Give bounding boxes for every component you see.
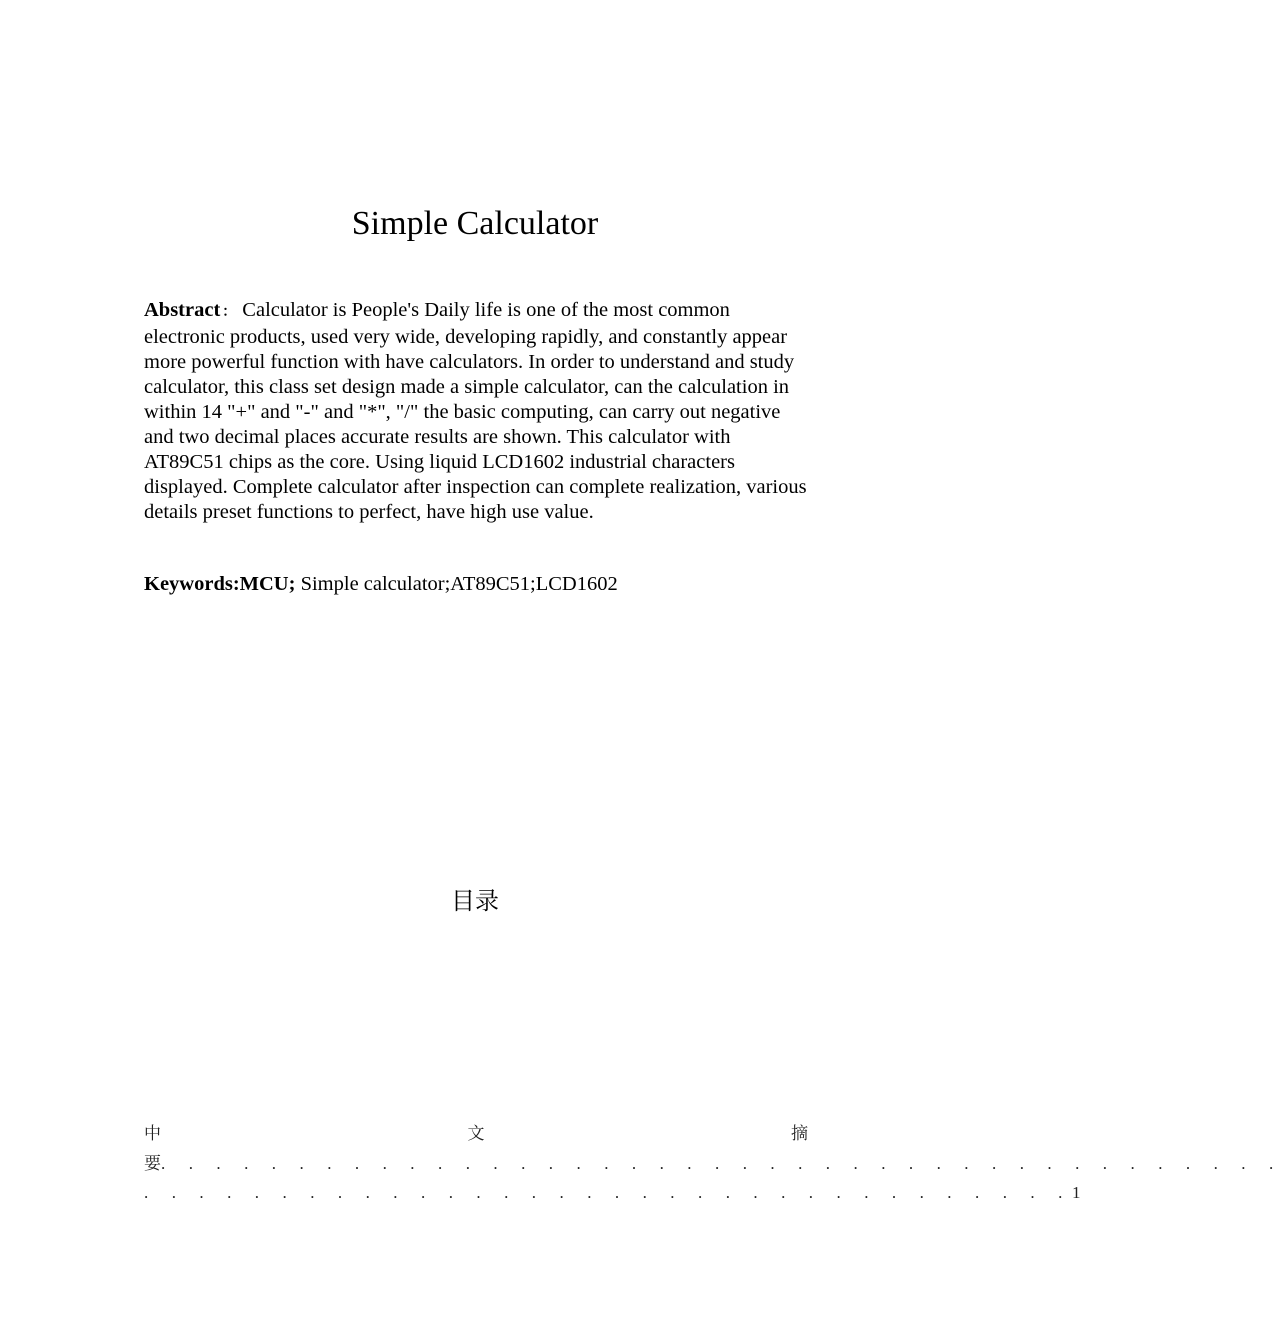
toc-entry-char: 摘 [791,1124,808,1144]
toc-title: 目录 [451,887,499,915]
keywords-text: Simple calculator;AT89C51;LCD1602 [295,573,618,595]
toc-entry-char: 中 [144,1124,161,1144]
toc-entry-line1 [144,1120,808,1149]
toc-leader-dots: . . . . . . . . . . . . . . . . . . . . . . . . . . . . . . . . . . . . . . . . . [161,1154,1283,1173]
toc-entry-line3 [144,1178,1081,1207]
keywords-label: Keywords:MCU; [144,573,296,595]
toc-leader-dots: . . . . . . . . . . . . . . . . . . . . . . . . . . . . . . . . . . [144,1183,1072,1202]
toc-entry-continuation: 要 [144,1154,161,1174]
toc-entry-char: 文 [467,1124,485,1144]
abstract-text: Calculator is People's Daily life is one of the most common electronic products, used very wide, developing rapidly, and constantly appear more powerful function with have calculators. In order to understand and study calculator, this class set design made a simple calculator, can the calculation in within 14 "+" and "-" and "*", "/" the basic computing, can carry out negative and two decimal places accurate results are shown. This calculator with AT89C51 chips as the core. Using liquid LCD1602 industrial characters displayed. Complete calculator after inspection can complete realization, various details preset functions to perfect, have high use value. [144,299,807,523]
toc-entry-line2 [144,1149,1283,1178]
abstract-paragraph [144,298,812,525]
toc-page-number: 1 [1071,1183,1081,1202]
document-title: Simple Calculator [351,205,599,242]
toc-entry[interactable] [144,1120,1283,1207]
abstract-label: Abstract [144,299,221,321]
abstract-separator: ： [222,304,237,320]
keywords-paragraph [144,572,812,597]
